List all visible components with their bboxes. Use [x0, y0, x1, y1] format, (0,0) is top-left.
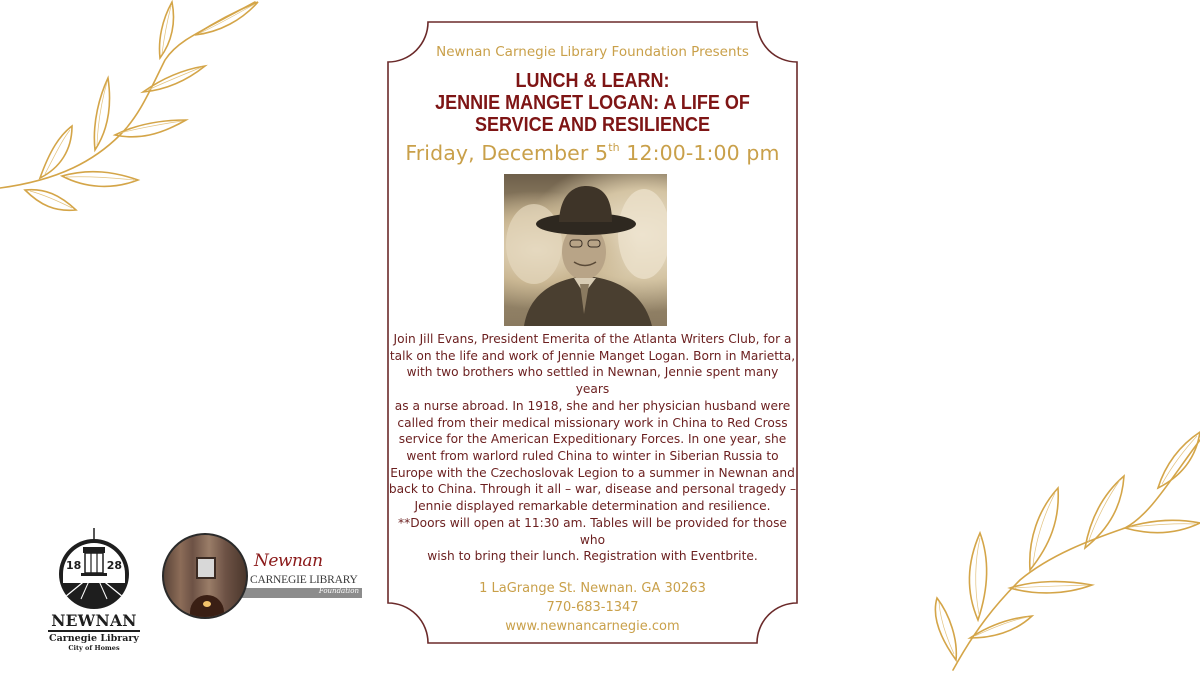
note-line: wish to bring their lunch. Registration with Eventbrite. [427, 549, 758, 564]
description-line: Jennie displayed remarkable determination and resilience. [414, 499, 771, 514]
newnan-carnegie-library-logo [46, 528, 142, 652]
description-line: back to China. Through it all – war, disease and personal tragedy – [388, 482, 797, 497]
description-line: talk on the life and work of Jennie Manget Logan. Born in Marietta, [389, 348, 796, 363]
description-line: went from warlord ruled China to winter in Siberian Russia to [406, 448, 779, 463]
event-title [408, 70, 776, 136]
logo-subtitle: Carnegie Library [49, 633, 139, 644]
title-line: SERVICE AND RESILIENCE [474, 114, 711, 136]
library-emblem [59, 539, 129, 609]
logo-divider [48, 630, 140, 632]
year-right: 28 [106, 559, 122, 572]
event-date [388, 141, 797, 165]
cupola-icon [59, 539, 129, 609]
address: 1 LaGrange St. Newnan. GA 30263 [479, 581, 706, 596]
description-line: as a nurse abroad. In 1918, she and her physician husband were [394, 398, 791, 413]
website-link[interactable]: www.newnancarnegie.com [505, 619, 680, 634]
library-building-photo [162, 533, 248, 619]
description-line: with two brothers who settled in Newnan, Jennie spent many years [406, 365, 779, 397]
event-description [388, 331, 797, 515]
gold-leaf-branch-bottom-right-icon [920, 420, 1200, 675]
entrance-lamp [203, 601, 211, 607]
logo-tagline: City of Homes [68, 644, 120, 652]
logo-name: NEWNAN [51, 611, 137, 630]
presenter-line: Newnan Carnegie Library Foundation Presents [436, 44, 749, 60]
year-left: 18 [66, 559, 82, 572]
building-arch [190, 595, 224, 619]
date-prefix: Friday, December 5 [405, 141, 609, 165]
description-line: service for the American Expeditionary Forces. In one year, she [398, 432, 787, 447]
portrait-photo [504, 174, 667, 326]
note-line: **Doors will open at 11:30 am. Tables will be provided for those who [398, 516, 787, 547]
foundation-caps-name: CARNEGIE LIBRARY [250, 574, 358, 586]
gold-leaf-branch-top-left-icon [0, 0, 280, 220]
phone-number: 770-683-1347 [546, 600, 639, 615]
contact-info [388, 579, 797, 636]
description-line: Europe with the Czechoslovak Legion to a summer in Newnan and [390, 465, 795, 480]
foundation-script-name: Newnan [254, 551, 323, 571]
date-time: 12:00-1:00 pm [619, 141, 780, 165]
date-ordinal: th [608, 141, 620, 154]
title-line: LUNCH & LEARN: [515, 70, 670, 92]
event-notes [388, 515, 797, 565]
foundation-bar-text: Foundation [318, 587, 359, 595]
carnegie-library-foundation-logo [162, 533, 362, 618]
portrait-illustration [504, 174, 667, 326]
title-line: JENNIE MANGET LOGAN: A LIFE OF [435, 92, 750, 114]
description-line: Join Jill Evans, President Emerita of the Atlanta Writers Club, for a [393, 332, 792, 346]
event-flyer [388, 22, 797, 643]
description-line: called from their medical missionary work in China to Red Cross [397, 415, 788, 430]
building-window [196, 557, 216, 579]
foundation-bar [242, 588, 362, 598]
